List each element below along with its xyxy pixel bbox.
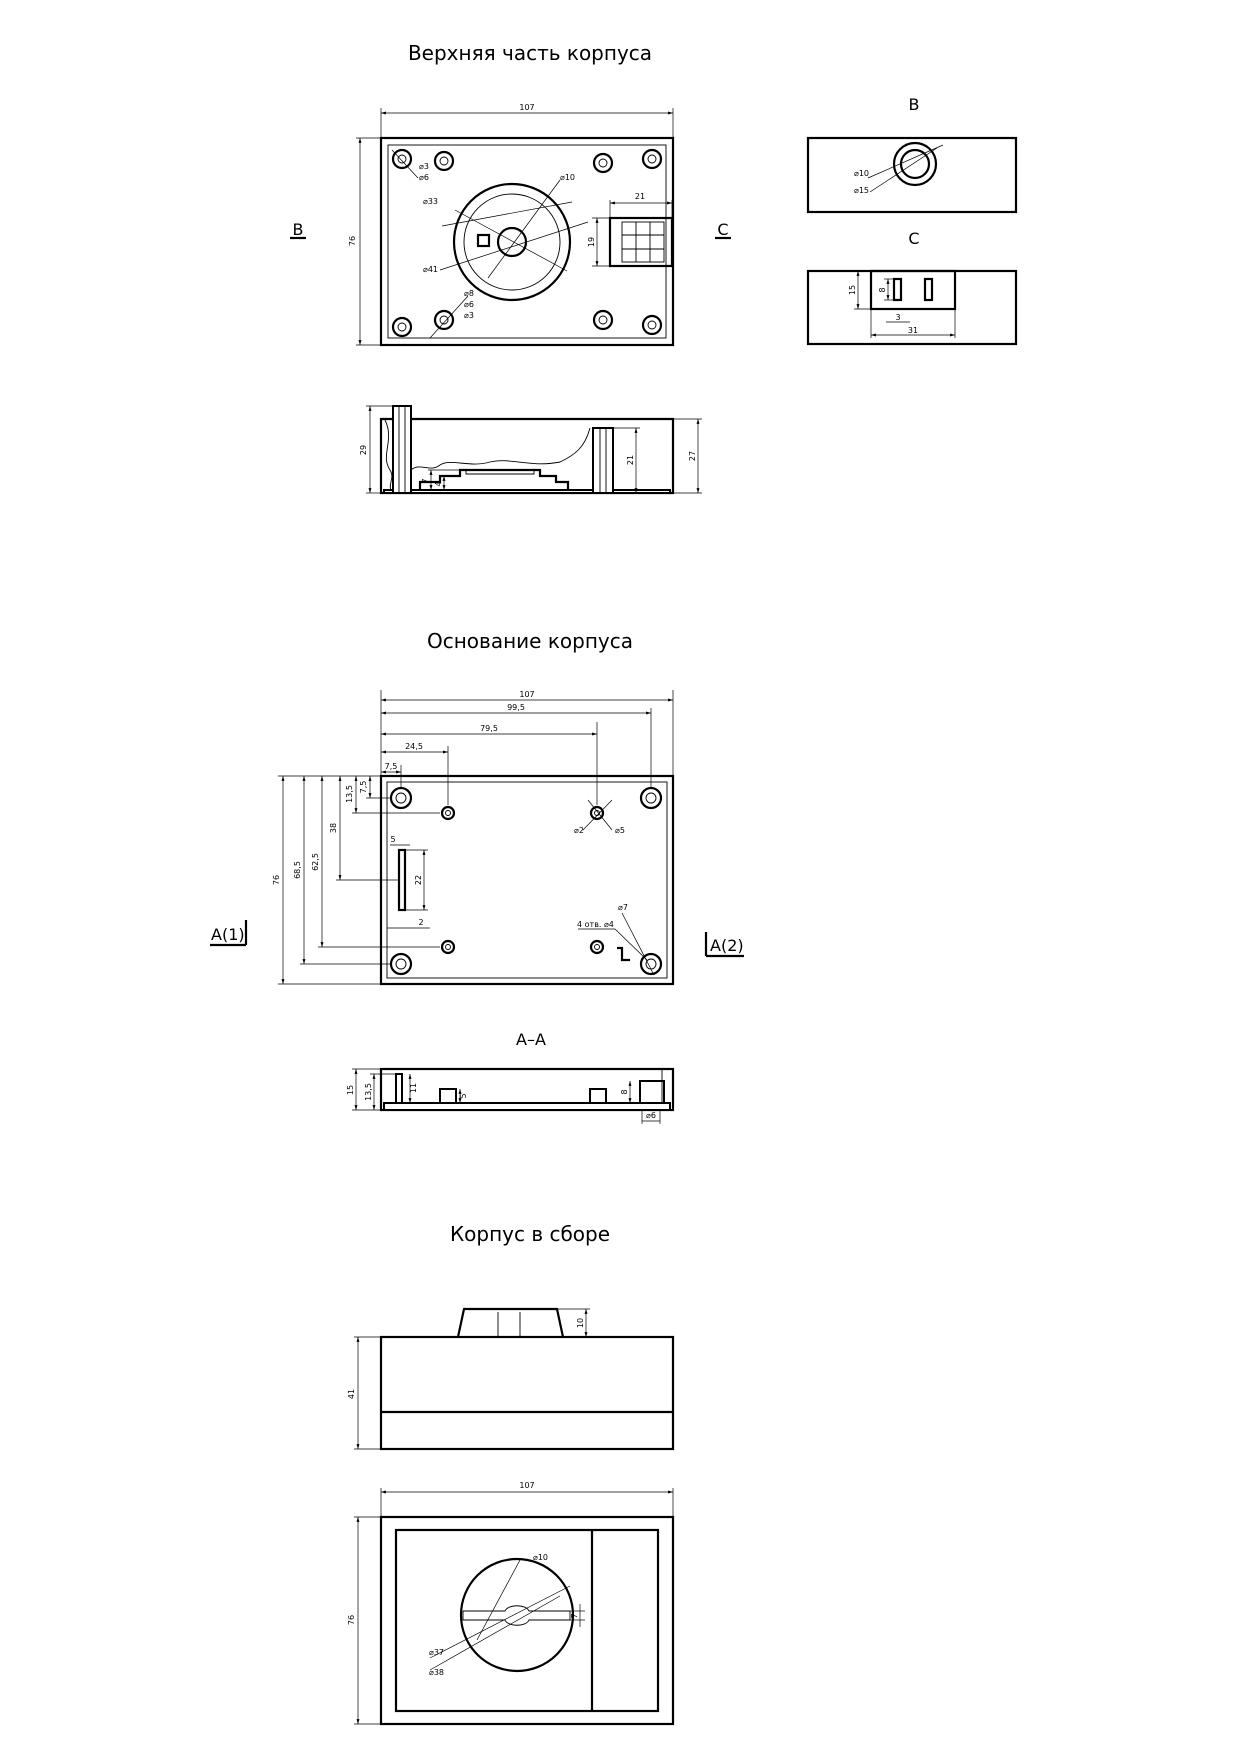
base-w107: 107 xyxy=(519,690,535,699)
view-marker-c-label: C xyxy=(717,220,729,239)
dimension-lines xyxy=(356,108,673,345)
section-marker-a1 xyxy=(210,920,246,945)
dim-d33: ⌀33 xyxy=(423,197,438,206)
view-c-h15: 15 xyxy=(848,284,857,296)
assembly-w7: 7 xyxy=(570,1613,579,1619)
base-h13-5: 13,5 xyxy=(345,785,354,803)
base-mount-hole xyxy=(591,807,603,819)
section-h29: 29 xyxy=(359,444,368,456)
assembly-d38: ⌀38 xyxy=(429,1668,444,1677)
section-aa-left-wall xyxy=(396,1074,402,1103)
aa-d6: ⌀6 xyxy=(646,1111,656,1120)
dim-d8: ⌀8 xyxy=(464,289,474,298)
base-w7-5: 7,5 xyxy=(384,762,398,771)
connector-window xyxy=(610,218,672,266)
view-c-h8: 8 xyxy=(878,287,887,293)
assembly-w107: 107 xyxy=(519,1481,535,1490)
aa-h15: 15 xyxy=(346,1084,355,1096)
section-aa-post xyxy=(440,1089,456,1103)
dim-height-76: 76 xyxy=(348,235,357,247)
view-c xyxy=(808,229,1016,344)
base-d2: ⌀2 xyxy=(574,826,584,835)
assembly-body xyxy=(381,1337,673,1449)
section-aa xyxy=(346,1030,673,1124)
dim-21: 21 xyxy=(634,192,646,201)
aa-h8: 8 xyxy=(620,1089,629,1095)
assembly-d37: ⌀37 xyxy=(429,1648,444,1657)
base-plan-view xyxy=(272,690,673,984)
screw-post xyxy=(435,152,453,170)
view-c-label: C xyxy=(908,229,920,248)
top-cover-section xyxy=(359,406,702,493)
break-line xyxy=(411,428,590,470)
title-base: Основание корпуса xyxy=(426,629,634,653)
dim-width-107: 107 xyxy=(519,103,535,112)
view-b-d10: ⌀10 xyxy=(854,169,869,178)
screw-post xyxy=(393,150,411,168)
base-slot-gap2: 2 xyxy=(418,918,424,927)
section-marker-a1-label: A(1) xyxy=(211,925,245,944)
view-b-inner-circle xyxy=(901,150,929,178)
view-b-label: B xyxy=(908,95,920,114)
dim-d6-bottom: ⌀6 xyxy=(464,300,474,309)
section-h21: 21 xyxy=(626,454,635,466)
base-h7-5: 7,5 xyxy=(359,780,368,794)
section-aa-right-cavity xyxy=(640,1081,664,1103)
view-marker-b-label: B xyxy=(292,220,304,239)
section-aa-post xyxy=(590,1089,606,1103)
view-b-d15: ⌀15 xyxy=(854,186,869,195)
assembly-d10: ⌀10 xyxy=(533,1553,548,1562)
assembly-dial-circle xyxy=(461,1559,573,1671)
view-b-outline xyxy=(808,138,1016,212)
assembly-h41: 41 xyxy=(347,1388,356,1400)
title-top-cover: Верхняя часть корпуса xyxy=(407,41,653,65)
view-marker-c xyxy=(715,220,731,239)
section-h7: 7 xyxy=(421,478,430,484)
screw-post xyxy=(393,318,411,336)
base-holes-note: 4 отв. ⌀4 xyxy=(577,920,614,929)
assembly-panel xyxy=(396,1530,658,1711)
view-c-w3: 3 xyxy=(895,313,901,322)
section-marker-a2-label: A(2) xyxy=(710,936,744,955)
screw-post xyxy=(643,316,661,334)
assembly-dial-pointer xyxy=(463,1606,570,1626)
dim-d3-top: ⌀3 xyxy=(419,162,429,171)
dim-d10: ⌀10 xyxy=(560,173,575,182)
base-corner-post xyxy=(391,788,411,808)
base-w99-5: 99,5 xyxy=(507,703,525,712)
base-slot-w5: 5 xyxy=(390,835,396,844)
base-outline xyxy=(381,776,673,984)
base-mount-hole xyxy=(591,941,603,953)
aa-h5: 5 xyxy=(459,1093,468,1099)
aa-h11: 11 xyxy=(409,1082,418,1094)
view-b xyxy=(808,95,1016,212)
assembly-top-outline xyxy=(381,1517,673,1724)
screw-post xyxy=(643,150,661,168)
title-assembly: Корпус в сборе xyxy=(449,1222,611,1246)
assembly-front-view xyxy=(347,1309,673,1449)
section-h4: 4 xyxy=(434,481,443,487)
view-c-slot-left xyxy=(894,279,901,300)
screw-post xyxy=(594,311,612,329)
base-slot xyxy=(399,850,405,910)
section-h27: 27 xyxy=(688,450,697,462)
dim-d3-bottom: ⌀3 xyxy=(464,311,474,320)
section-marker-a2 xyxy=(706,932,744,956)
base-mount-hole xyxy=(442,807,454,819)
base-slot-h22: 22 xyxy=(414,874,423,886)
base-mount-hole xyxy=(442,941,454,953)
screw-post xyxy=(435,311,453,329)
assembly-knob xyxy=(458,1309,563,1337)
assembly-top-view xyxy=(347,1481,673,1724)
base-d7: ⌀7 xyxy=(618,903,628,912)
base-w24-5: 24,5 xyxy=(405,742,423,751)
base-h76: 76 xyxy=(272,874,281,886)
assembly-h76: 76 xyxy=(347,1614,356,1626)
base-notch xyxy=(617,948,630,960)
dim-d41: ⌀41 xyxy=(423,265,438,274)
base-w79-5: 79,5 xyxy=(480,724,498,733)
base-h38: 38 xyxy=(329,822,338,834)
boss-outer-circle xyxy=(454,184,570,300)
screw-post xyxy=(594,154,612,172)
base-corner-post xyxy=(641,788,661,808)
view-c-slot-right xyxy=(925,279,932,300)
top-cover-plan-view xyxy=(348,103,673,345)
boss-key-slot xyxy=(478,235,489,246)
base-inner-wall xyxy=(387,782,667,978)
view-c-w31: 31 xyxy=(907,326,919,335)
base-h68-5: 68,5 xyxy=(293,861,302,879)
base-h62-5: 62,5 xyxy=(311,853,320,871)
dim-19: 19 xyxy=(587,236,596,248)
aa-h13-5: 13,5 xyxy=(364,1083,373,1101)
left-post xyxy=(393,406,411,493)
base-d5: ⌀5 xyxy=(615,826,625,835)
section-aa-label: A–A xyxy=(516,1030,546,1049)
view-marker-b xyxy=(290,220,306,239)
assembly-h10: 10 xyxy=(576,1317,585,1329)
base-corner-post xyxy=(391,954,411,974)
right-post xyxy=(593,428,613,493)
dim-d6-top: ⌀6 xyxy=(419,173,429,182)
